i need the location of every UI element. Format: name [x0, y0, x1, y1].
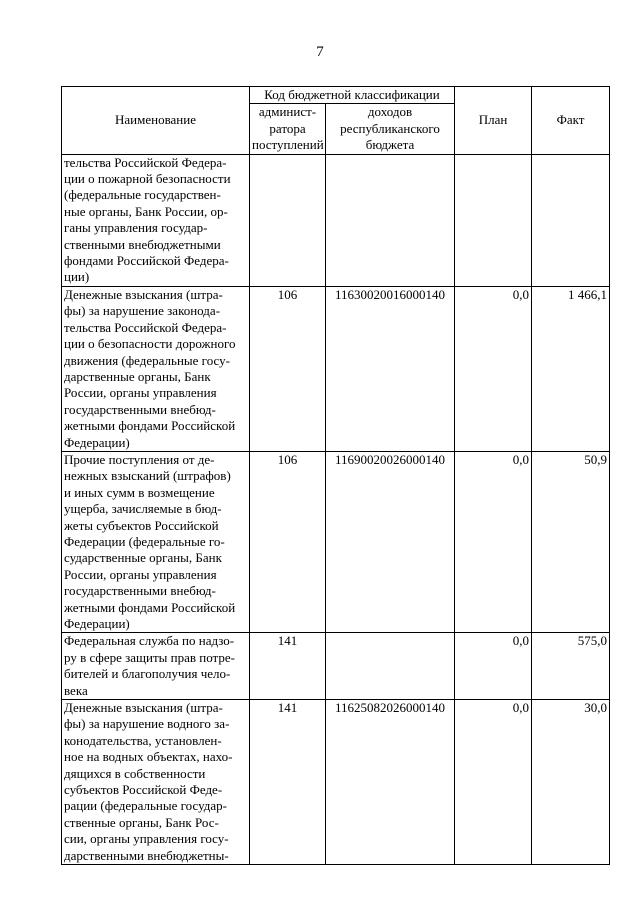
row-name: Прочие поступления от де- нежных взысканий (штрафов) и иных сумм в возмещение ущерба, зачисляемые в бюд- жеты субъектов Российской Федерации (федеральные го- сударственные органы, Банк России, органы управления государственными внебюд- жетными фондами Российской Федерации) [62, 451, 250, 632]
header-row-top [62, 87, 610, 104]
row-income-code [326, 154, 455, 286]
row-admin-code [250, 154, 326, 286]
row-fact: 1 466,1 [532, 286, 610, 451]
row-income-code [326, 633, 455, 700]
row-plan [455, 154, 532, 286]
row-plan: 0,0 [455, 633, 532, 700]
row-admin-code: 106 [250, 286, 326, 451]
row-admin-code: 141 [250, 633, 326, 700]
header-kbk-group: Код бюджетной классификации [250, 87, 455, 104]
row-plan: 0,0 [455, 700, 532, 865]
row-fact [532, 154, 610, 286]
table-row [62, 633, 610, 700]
header-plan: План [455, 87, 532, 155]
row-admin-code: 106 [250, 451, 326, 632]
header-name: Наименование [62, 87, 250, 155]
row-name: Денежные взыскания (штра- фы) за нарушение законода- тельства Российской Федера- ции о безопасности дорожного движения (федеральные госу- дарственные органы, Банк России, органы управления государственными внебюд- жетными фондами Российской Федерации) [62, 286, 250, 451]
row-income-code: 11625082026000140 [326, 700, 455, 865]
row-fact: 30,0 [532, 700, 610, 865]
row-name: тельства Российской Федера- ции о пожарной безопасности (федеральные государствен- ные органы, Банк России, ор- ганы управления государ- ственными внебюджетными фондами Российской Федера- ции) [62, 154, 250, 286]
page-number: 7 [316, 44, 324, 60]
row-income-code: 11690020026000140 [326, 451, 455, 632]
row-fact: 50,9 [532, 451, 610, 632]
row-plan: 0,0 [455, 451, 532, 632]
table-row [62, 451, 610, 632]
table-row [62, 286, 610, 451]
table-body [62, 154, 610, 864]
row-plan: 0,0 [455, 286, 532, 451]
row-name: Федеральная служба по надзо- ру в сфере защиты прав потре- бителей и благополучия чело- века [62, 633, 250, 700]
header-fact: Факт [532, 87, 610, 155]
row-income-code: 11630020016000140 [326, 286, 455, 451]
row-name: Денежные взыскания (штра- фы) за нарушение водного за- конодательства, установлен- ное на водных объектах, нахо- дящихся в собственности субъектов Российской Феде- рации (федеральные государ- ственные органы, Банк Рос- сии, органы управления госу- дарственными внебюджетны- [62, 700, 250, 865]
table-row [62, 154, 610, 286]
header-admin: админист- ратора поступлений [250, 104, 326, 154]
table-row [62, 700, 610, 865]
budget-table [61, 86, 610, 865]
row-admin-code: 141 [250, 700, 326, 865]
header-income: доходов республиканского бюджета [326, 104, 455, 154]
row-fact: 575,0 [532, 633, 610, 700]
